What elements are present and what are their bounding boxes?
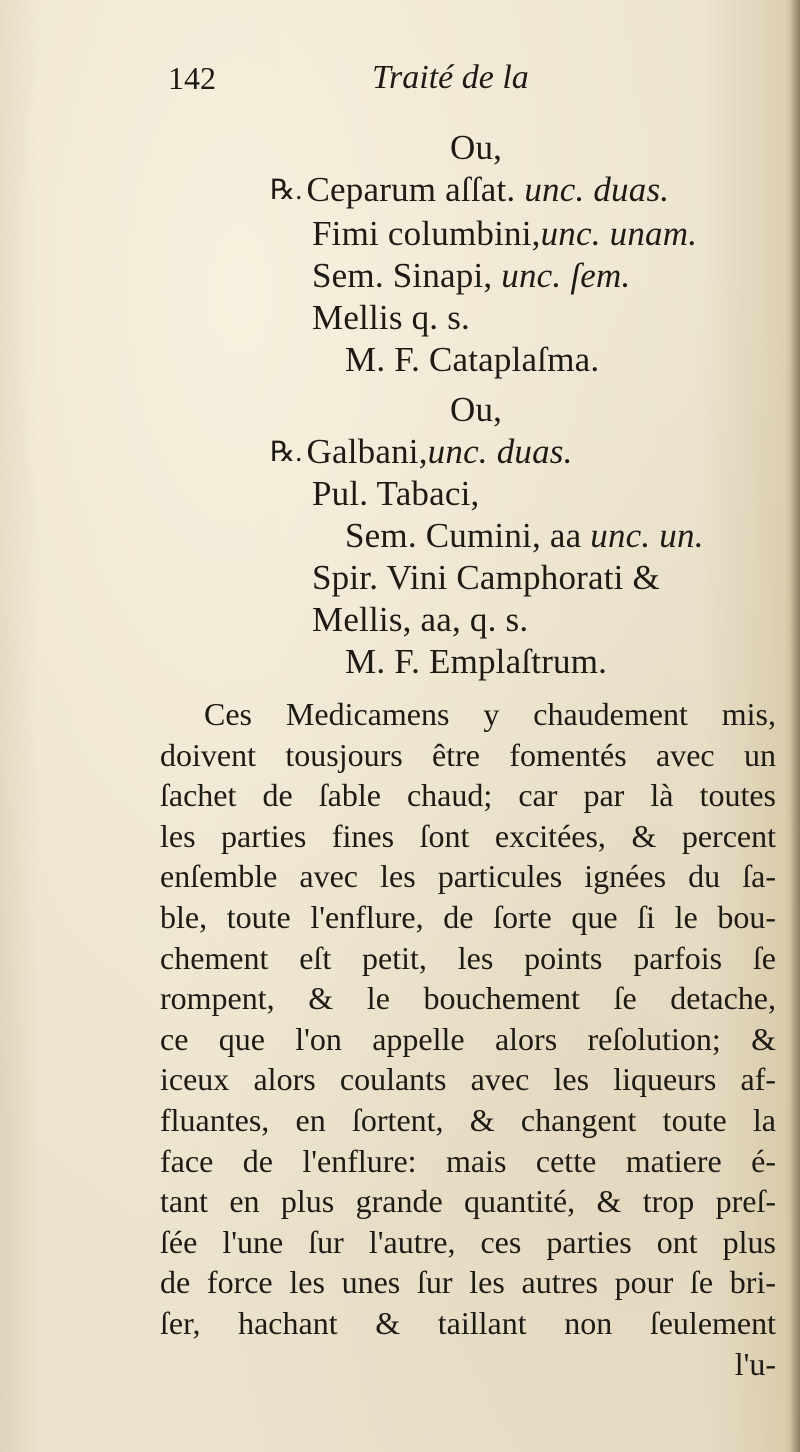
paragraph-line: ce que l'on appelle alors reſolution; & [160,1020,776,1057]
recipe2-line-3-text: Sem. Cumini, aa [345,516,582,555]
recipe1-line-2 [312,214,697,254]
recipe2-line-3 [345,516,704,556]
recipe2-line-1-dose: unc. duas. [427,432,573,471]
paragraph-line: ſer, hachant & taillant non ſeulement [160,1304,776,1341]
rx-symbol-icon: ℞. [270,175,303,206]
recipe1-line-1-text: Ceparum aſſat. [306,170,516,209]
recipe1-line-2-dose: unc. unam. [540,214,698,253]
body-paragraph [160,694,776,1384]
paragraph-line: ſachet de ſable chaud; car par là toutes [160,777,776,814]
recipe1-line-3-dose: unc. ſem. [501,256,631,295]
recipe2-line-5 [312,600,528,640]
paragraph-line: enſemble avec les particules ignées du ſa- [160,858,776,895]
paragraph-line: doivent tousjours être fomentés avec un [160,736,776,773]
recipe2-line-3-dose: unc. un. [590,516,704,555]
recipe1-line-1-dose: unc. duas. [524,170,670,209]
paragraph-line: de force les unes ſur les autres pour ſe bri- [160,1264,776,1301]
page-header [0,56,800,106]
catchword: l'u- [734,1345,776,1382]
running-title: Traité de la [372,59,529,96]
paragraph-line: chement eſt petit, les points parfois ſe [160,939,776,976]
recipe1-line-4-text: Mellis q. s. [312,298,470,337]
recipe2-line-2 [312,474,479,514]
page-edge-shadow [790,0,800,1452]
recipe1-line-1 [270,170,669,213]
paragraph-line: ſée l'une ſur l'autre, ces parties ont plus [160,1223,776,1260]
recipe1-line-4 [312,298,470,338]
rx-symbol-icon: ℞. [270,437,303,468]
recipe1-closing: M. F. Cataplaſma. [345,340,600,379]
paragraph-line: ble, toute l'enflure, de ſorte que ſi le bou- [160,898,776,935]
recipe1-line-3 [312,256,630,296]
recipe2-line-2-text: Pul. Tabaci, [312,474,480,513]
recipe2-line-1 [270,432,573,475]
paragraph-line: les parties fines ſont excitées, & percent [160,817,776,854]
recipe2-line-4-text: Spir. Vini Camphorati & [312,558,660,597]
page-number: 142 [168,60,216,96]
paragraph-line: iceux alors coulants avec les liqueurs af- [160,1061,776,1098]
recipe1-line-2-text: Fimi columbini, [312,214,541,253]
paragraph-line: rompent, & le bouchement ſe detache, [160,980,776,1017]
recipe2-closing: M. F. Emplaſtrum. [345,642,608,681]
recipe1-line-3-text: Sem. Sinapi, [312,256,493,295]
recipe2-line-1-text: Galbani, [306,432,428,471]
paragraph-line: fluantes, en ſortent, & changent toute la [160,1101,776,1138]
paragraph-line: tant en plus grande quantité, & trop preſ- [160,1183,776,1220]
recipe2-line-4 [312,558,660,598]
recipe1-heading: Ou, [450,128,503,167]
paragraph-line: Ces Medicamens y chaudement mis, [204,696,776,732]
recipe2-line-5-text: Mellis, aa, q. s. [312,600,529,639]
paragraph-line: face de l'enflure: mais cette matiere é- [160,1142,776,1179]
recipe2-heading: Ou, [450,390,503,429]
